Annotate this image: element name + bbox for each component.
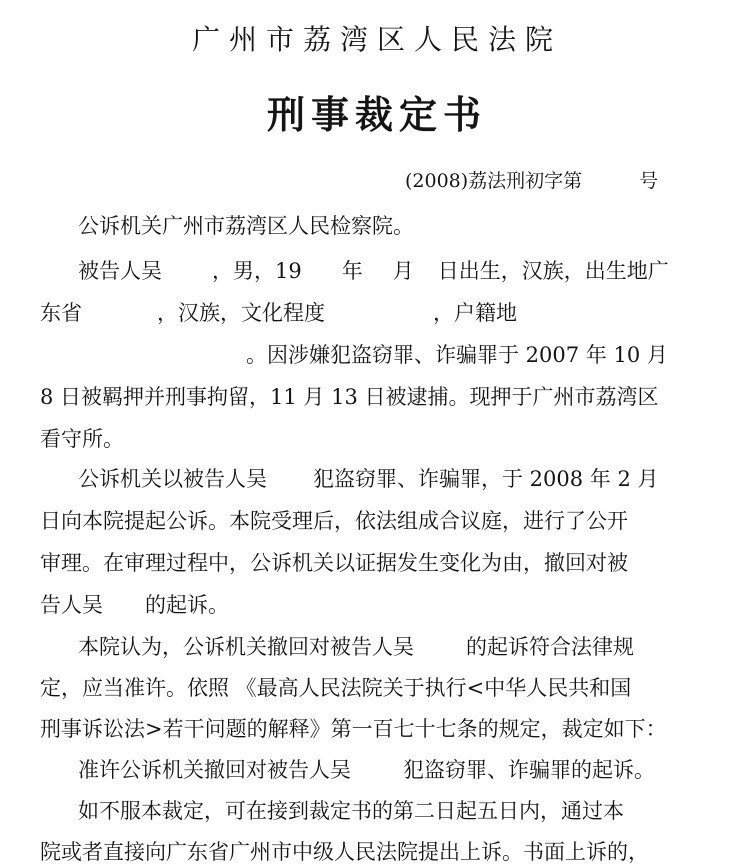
trial-line: 审理。在审理过程中，公诉机关以证据发生变化为由，撤回对被 <box>40 551 628 575</box>
opinion-line-1 <box>78 637 634 658</box>
defendant-name-label: 被告人吴 <box>78 259 162 283</box>
ruling-text-b: 犯盗窃罪、诈骗罪的起诉。 <box>403 758 655 782</box>
court-name: 广州市荔湾区人民法院 <box>191 23 562 56</box>
birth-year-label: 年 <box>341 259 363 283</box>
arrest-line: 8 日被羁押并刑事拘留，11 月 13 日被逮捕。现押于广州市荔湾区 <box>40 385 659 409</box>
ruling-line <box>78 760 655 781</box>
opinion-text-b: 的起诉符合法律规 <box>466 635 634 659</box>
prosecutor-line: 公诉机关广州市荔湾区人民检察院。 <box>78 214 414 238</box>
birth-month-label: 月 <box>392 259 414 283</box>
withdraw-text-a: 告人吴 <box>40 593 103 617</box>
case-number: (2008)荔法刑初字第 号 <box>405 170 659 192</box>
opinion-line-2: 定，应当准许。依照 《最高人民法院关于执行<中华人民共和国 <box>40 676 632 700</box>
prosecution-line-2: 日向本院提起公诉。本院受理后，依法组成合议庭，进行了公开 <box>40 509 628 533</box>
ruling-text-a: 准许公诉机关撤回对被告人吴 <box>78 758 351 782</box>
opinion-text-a: 本院认为，公诉机关撤回对被告人吴 <box>78 635 414 659</box>
withdraw-line <box>40 595 229 616</box>
birth-day-origin: 日出生，汉族，出生地广 <box>437 259 669 283</box>
registry-label: ，户籍地 <box>433 301 517 325</box>
custody-line: 看守所。 <box>40 427 124 451</box>
withdraw-text-b: 的起诉。 <box>145 593 229 617</box>
detention-line: 。因涉嫌犯盗窃罪、诈骗罪于 2007 年 10 月 <box>246 343 668 367</box>
appeal-line-2: 院或者直接向广东省广州市中级人民法院提出上诉。书面上诉的， <box>40 840 649 864</box>
prosecution-line-1 <box>78 469 659 490</box>
document-title: 刑事裁定书 <box>266 92 487 137</box>
defendant-line-2 <box>40 303 517 324</box>
defendant-line-1 <box>78 261 669 282</box>
opinion-line-3: 刑事诉讼法>若干问题的解释》第一百七十七条的规定，裁定如下： <box>40 717 667 741</box>
appeal-line-1: 如不服本裁定，可在接到裁定书的第二日起五日内，通过本 <box>78 799 624 823</box>
prosecution-text-b: 犯盗窃罪、诈骗罪，于 2008 年 2 月 <box>313 467 659 491</box>
education-label: ，汉族，文化程度 <box>157 301 325 325</box>
prosecution-text-a: 公诉机关以被告人吴 <box>78 467 267 491</box>
defendant-gender-age: ，男，19 <box>212 259 302 283</box>
province-label: 东省 <box>40 301 82 325</box>
